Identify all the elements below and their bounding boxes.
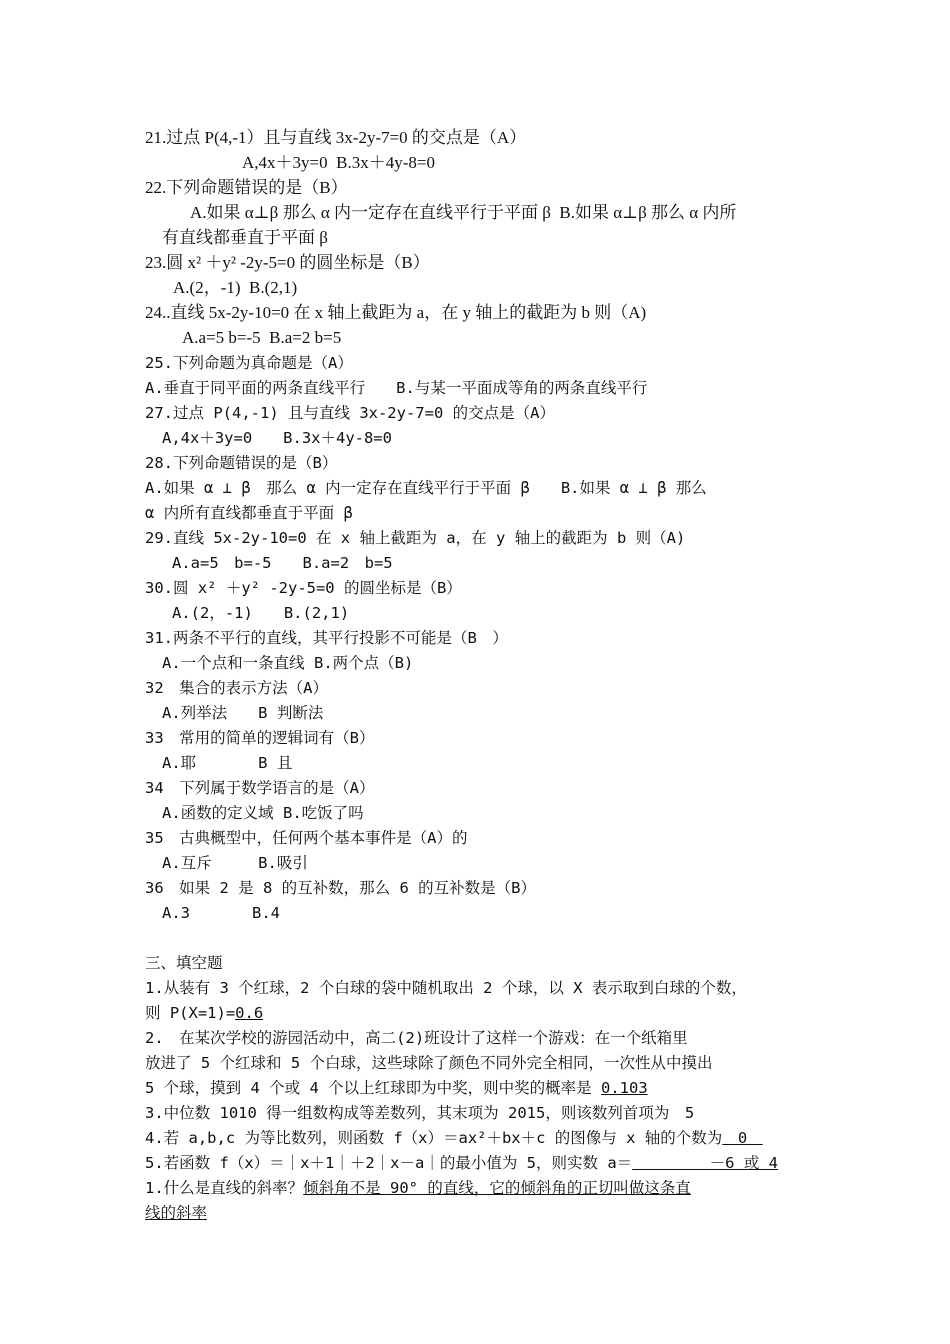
question-34: 34 下列属于数学语言的是（A） (145, 779, 375, 797)
question-35: 35 古典概型中，任何两个基本事件是（A）的 (145, 829, 468, 847)
question-34-options: A.函数的定义域 B.吃饭了吗 (162, 804, 364, 822)
question-21-options: A,4x＋3y=0 B.3x＋4y-8=0 (242, 153, 435, 172)
fill-question-4-answer: 0 (722, 1129, 763, 1147)
question-32: 32 集合的表示方法（A） (145, 679, 328, 697)
question-25: 25.下列命题为真命题是（A） (145, 354, 353, 372)
question-35-options: A.互斥 B.吸引 (162, 854, 308, 872)
question-33: 33 常用的简单的逻辑词有（B） (145, 729, 375, 747)
question-22: 22.下列命题错误的是（B） (145, 178, 348, 197)
question-36: 36 如果 2 是 8 的互补数，那么 6 的互补数是（B） (145, 879, 536, 897)
question-29-options: A.a=5 b=-5 B.a=2 b=5 (172, 554, 393, 572)
short-question-1-answer: 倾斜角不是 90° 的直线，它的倾斜角的正切叫做这条直 (303, 1179, 691, 1197)
question-21: 21.过点 P(4,-1）且与直线 3x-2y-7=0 的交点是（A） (145, 128, 527, 147)
fill-question-1-answer: 0.6 (235, 1004, 264, 1022)
question-29: 29.直线 5x-2y-10=0 在 x 轴上截距为 a，在 y 轴上的截距为 b 则（A) (145, 529, 686, 547)
question-24: 24..直线 5x-2y-10=0 在 x 轴上截距为 a，在 y 轴上的截距为 b 则（A) (145, 303, 647, 322)
question-25-options: A.垂直于同平面的两条直线平行 B.与某一平面成等角的两条直线平行 (145, 379, 648, 397)
fill-question-2-answer: 0.103 (601, 1079, 648, 1097)
fill-question-2-text: 5 个球，摸到 4 个或 4 个以上红球即为中奖，则中奖的概率是 (145, 1079, 601, 1097)
fill-question-1: 1.从装有 3 个红球，2 个白球的袋中随机取出 2 个球，以 X 表示取到白球的个数， (145, 979, 747, 997)
fill-question-2-end (145, 1076, 648, 1100)
section-heading-fill-blank: 三、填空题 (145, 954, 223, 972)
fill-question-4-text: 4.若 a,b,c 为等比数列，则函数 f（x）＝ax²＋bx＋c 的图像与 x 轴的个数为 (145, 1129, 723, 1147)
question-31-options: A.一个点和一条直线 B.两个点（B) (162, 654, 414, 672)
question-24-options: A.a=5 b=-5 B.a=2 b=5 (182, 328, 342, 347)
question-27: 27.过点 P(4,-1) 且与直线 3x-2y-7=0 的交点是（A） (145, 404, 555, 422)
short-question-1 (145, 1176, 691, 1200)
fill-question-5-text: 5.若函数 f（x）＝｜x＋1｜＋2｜x－a｜的最小值为 5，则实数 a＝ (145, 1154, 633, 1172)
question-27-options: A,4x＋3y=0 B.3x＋4y-8=0 (162, 429, 392, 447)
question-23-options: A.(2，-1) B.(2,1) (173, 278, 298, 297)
question-30-options: A.(2，-1) B.(2,1) (172, 604, 350, 622)
question-28-options-cont: α 内所有直线都垂直于平面 β (145, 504, 353, 522)
question-33-options: A.耶 B 且 (162, 754, 293, 772)
question-22-options-cont: 有直线都垂直于平面 β (162, 228, 328, 247)
question-31: 31.两条不平行的直线，其平行投影不可能是（B ） (145, 629, 508, 647)
short-question-1-text: 1.什么是直线的斜率？ (145, 1179, 304, 1197)
question-36-options: A.3 B.4 (162, 904, 280, 922)
question-28-options: A.如果 α ⊥ β 那么 α 内一定存在直线平行于平面 β B.如果 α ⊥ β 那么 (145, 479, 707, 497)
fill-question-2: 2. 在某次学校的游园活动中，高二(2)班设计了这样一个游戏：在一个纸箱里 (145, 1029, 688, 1047)
short-question-1-answer-cont: 线的斜率 (145, 1204, 208, 1222)
question-30: 30.圆 x² ＋y² -2y-5=0 的圆坐标是（B） (145, 579, 462, 597)
fill-question-3: 3.中位数 1010 得一组数构成等差数列，其末项为 2015，则该数列首项为 5 (145, 1104, 695, 1122)
question-23: 23.圆 x² ＋y² -2y-5=0 的圆坐标是（B） (145, 253, 430, 272)
fill-question-5 (145, 1151, 778, 1175)
fill-question-2-cont: 放进了 5 个红球和 5 个白球，这些球除了颜色不同外完全相同，一次性从中摸出 (145, 1054, 713, 1072)
question-28: 28.下列命题错误的是（B） (145, 454, 338, 472)
fill-question-1-text: 则 P(X=1)= (145, 1004, 236, 1022)
fill-question-5-answer: －6 或 4 (632, 1154, 778, 1172)
fill-question-4 (145, 1126, 763, 1150)
fill-question-1-cont (145, 1001, 263, 1025)
question-32-options: A.列举法 B 判断法 (162, 704, 324, 722)
question-22-options: A.如果 α⊥β 那么 α 内一定存在直线平行于平面 β B.如果 α⊥β 那么 α 内所 (190, 203, 737, 222)
